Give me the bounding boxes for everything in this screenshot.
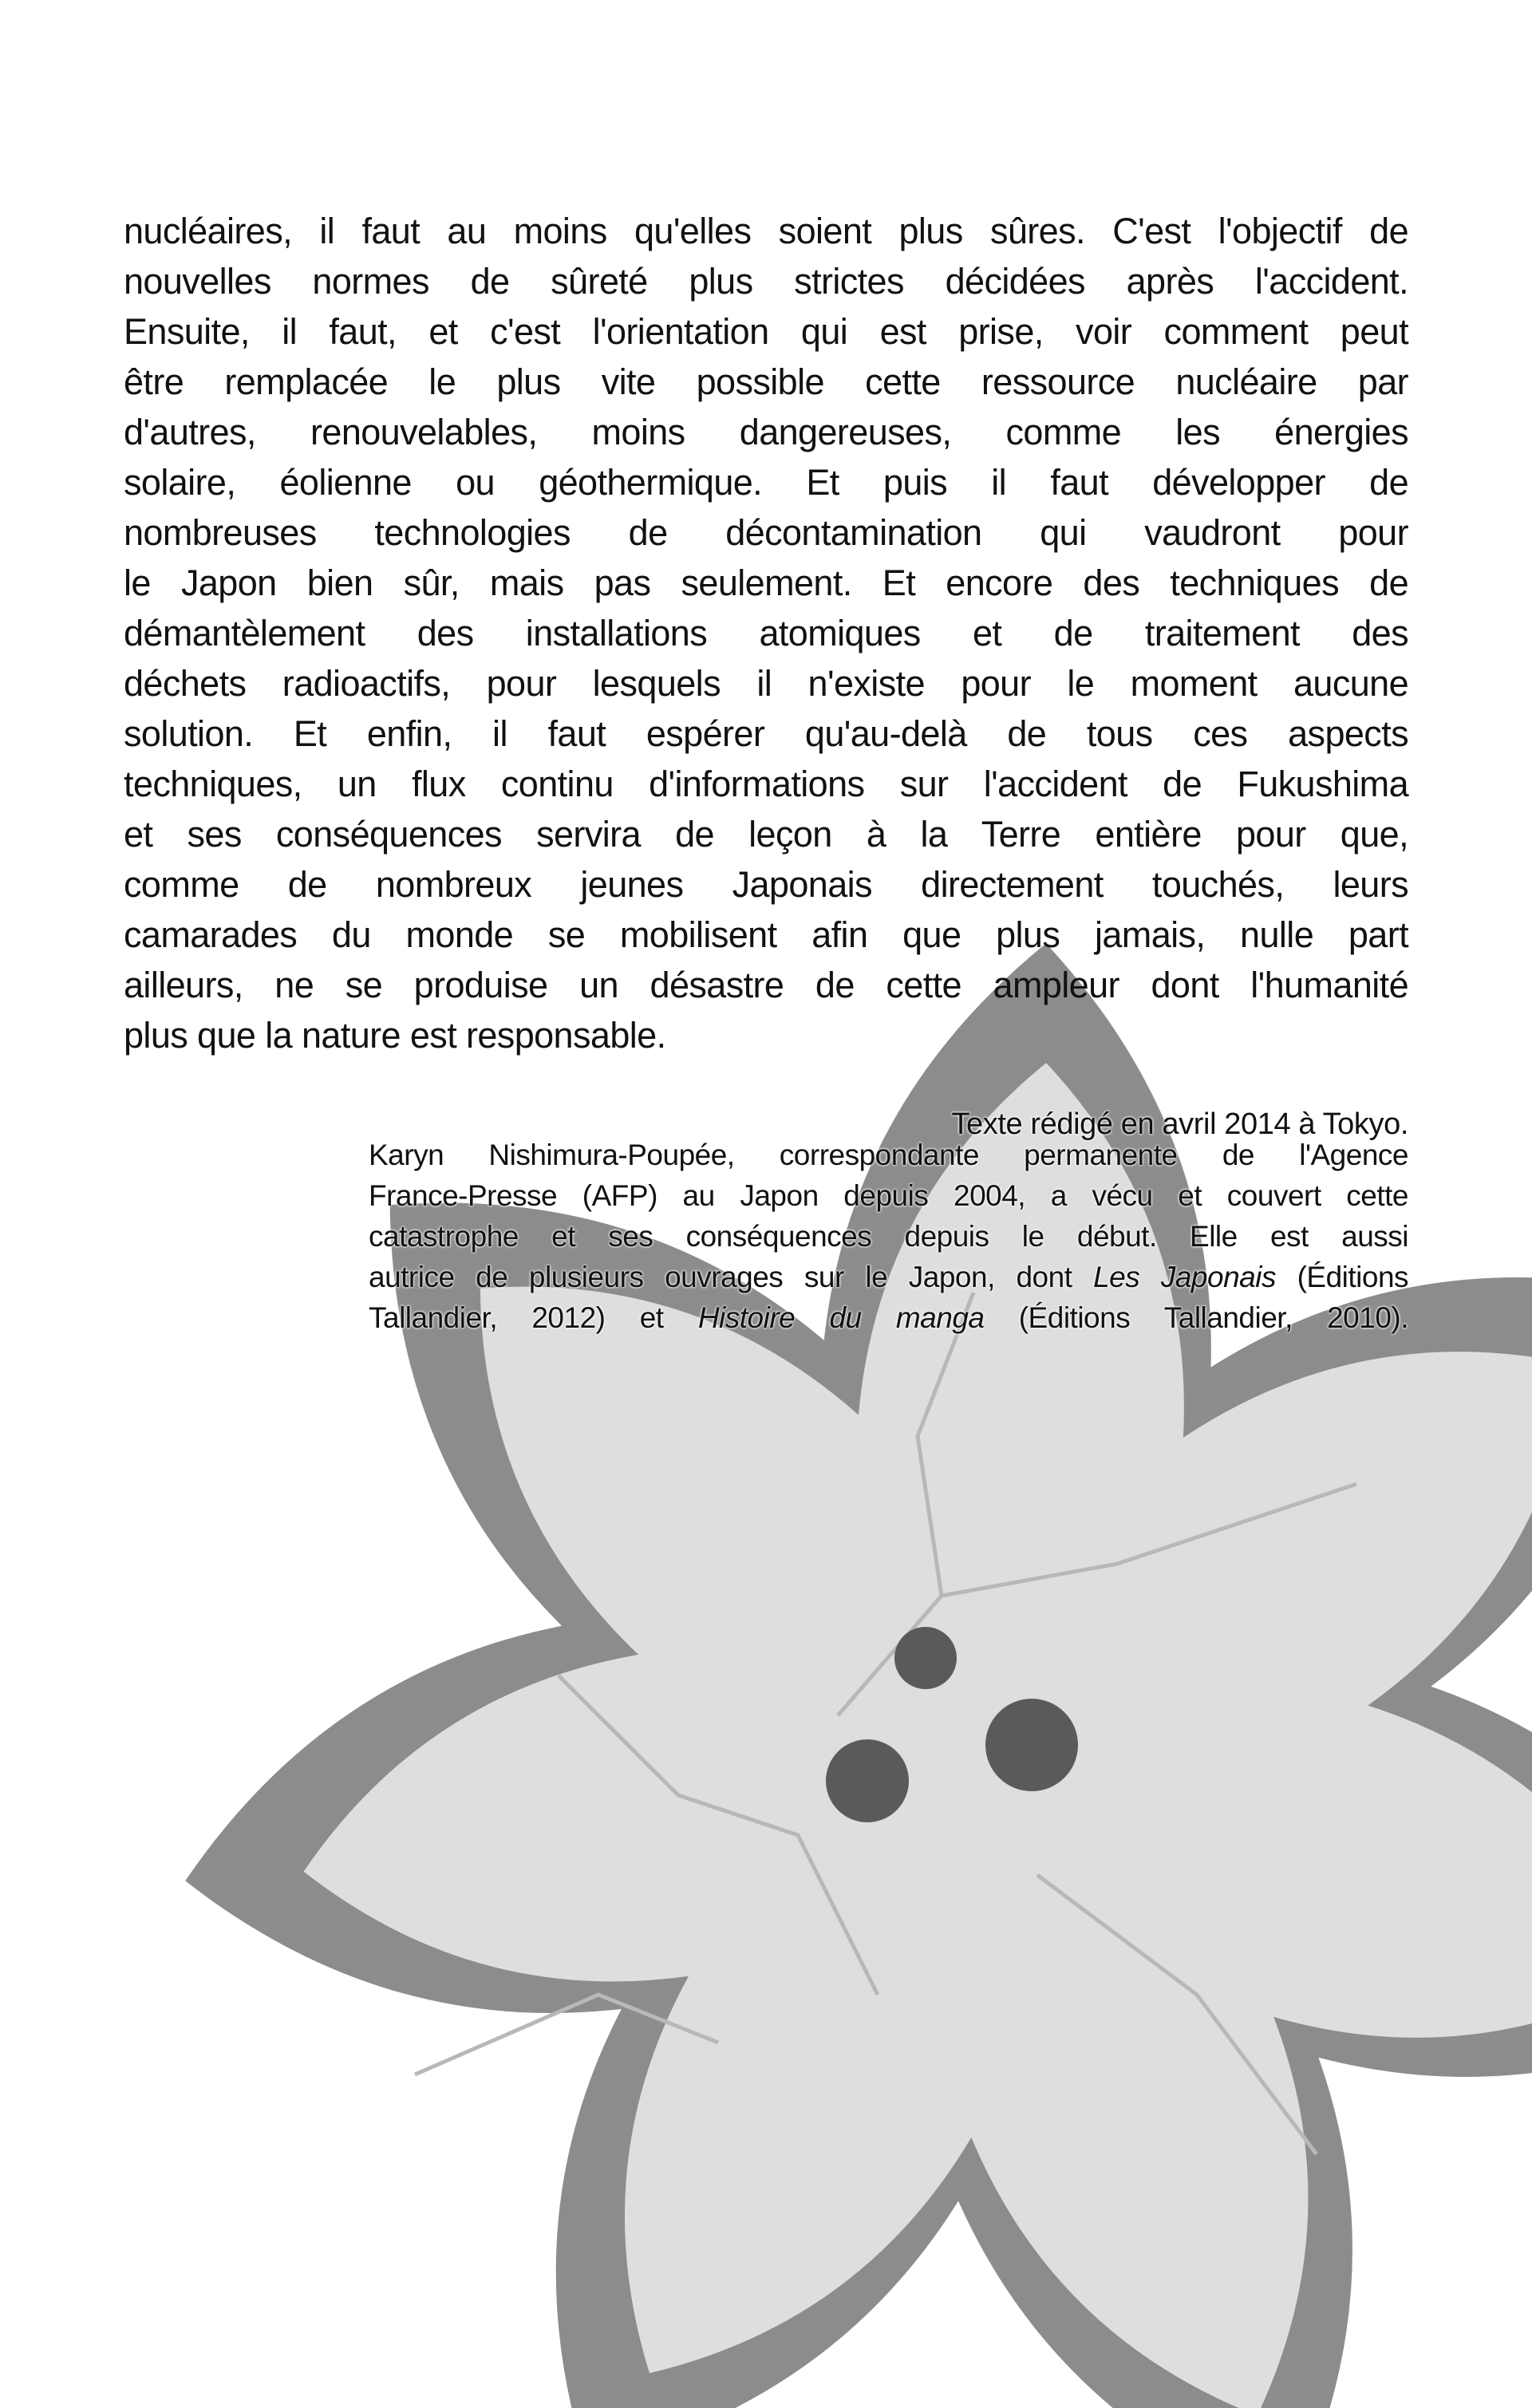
bio-line: catastrophe et ses conséquences depuis le début. Elle est aussi	[369, 1220, 1408, 1253]
bio-text: (Éditions	[1275, 1261, 1409, 1293]
bio-text: Tallandier, 2012) et	[369, 1301, 698, 1334]
bio-line: France-Presse (AFP) au Japon depuis 2004, a vécu et couvert cette	[369, 1179, 1408, 1212]
body-line: nucléaires, il faut au moins qu'elles soient plus sûres. C'est l'objectif de	[124, 211, 1408, 251]
book-title: Les Japonais	[1093, 1261, 1276, 1293]
body-line: comme de nombreux jeunes Japonais directement touchés, leurs	[124, 864, 1408, 905]
body-line: déchets radioactifs, pour lesquels il n'existe pour le moment aucune	[124, 663, 1408, 704]
body-line: solution. Et enfin, il faut espérer qu'au-delà de tous ces aspects	[124, 713, 1408, 754]
body-line: et ses conséquences servira de leçon à la Terre entière pour que,	[124, 814, 1408, 855]
body-line: démantèlement des installations atomiques et de traitement des	[124, 613, 1408, 653]
body-line: être remplacée le plus vite possible cette ressource nucléaire par	[124, 361, 1408, 402]
flower-dot	[826, 1739, 909, 1822]
flower-dot	[894, 1627, 957, 1689]
body-line: solaire, éolienne ou géothermique. Et puis il faut développer de	[124, 462, 1408, 503]
body-line: techniques, un flux continu d'informations sur l'accident de Fukushima	[124, 764, 1408, 804]
body-line: le Japon bien sûr, mais pas seulement. Et encore des techniques de	[124, 563, 1408, 603]
bio-line	[369, 1297, 1408, 1338]
body-line: ailleurs, ne se produise un désastre de cette ampleur dont l'humanité	[124, 965, 1408, 1005]
dateline: Texte rédigé en avril 2014 à Tokyo.	[951, 1107, 1408, 1141]
body-line: nouvelles normes de sûreté plus strictes décidées après l'accident.	[124, 261, 1408, 302]
body-line: camarades du monde se mobilisent afin que plus jamais, nulle part	[124, 914, 1408, 955]
bio-text: autrice de plusieurs ouvrages sur le Japon, dont	[369, 1261, 1094, 1293]
book-title: Histoire du manga	[697, 1301, 985, 1334]
flower-dot	[985, 1699, 1078, 1791]
author-bio	[369, 1135, 1408, 1338]
body-line: d'autres, renouvelables, moins dangereuses, comme les énergies	[124, 412, 1408, 452]
body-line: Ensuite, il faut, et c'est l'orientation qui est prise, voir comment peut	[124, 311, 1408, 352]
bio-line: Karyn Nishimura-Poupée, correspondante permanente de l'Agence	[369, 1139, 1408, 1171]
body-line: nombreuses technologies de décontamination qui vaudront pour	[124, 512, 1408, 553]
bio-text: (Éditions Tallandier, 2010).	[984, 1301, 1409, 1334]
body-line: plus que la nature est responsable.	[124, 1015, 666, 1056]
body-text	[124, 206, 1408, 1060]
bio-line	[369, 1257, 1408, 1297]
